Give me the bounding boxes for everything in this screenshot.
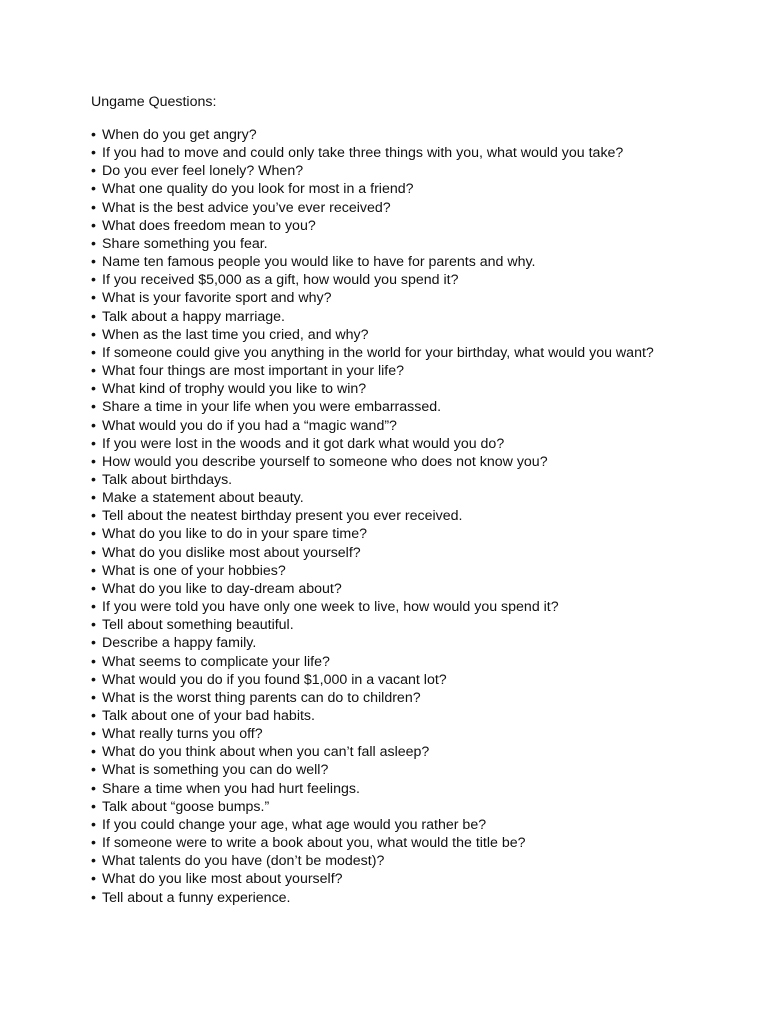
bullet-icon: •	[91, 508, 96, 525]
bullet-icon: •	[91, 453, 96, 470]
bullet-icon: •	[91, 381, 96, 398]
question-text: If you had to move and could only take three things with you, what would you take?	[102, 145, 624, 162]
question-text: Talk about a happy marriage.	[102, 308, 285, 325]
bullet-icon: •	[91, 326, 96, 343]
bullet-icon: •	[91, 490, 96, 507]
question-text: What four things are most important in your life?	[102, 363, 405, 380]
question-text: If someone were to write a book about you, what would the title be?	[102, 835, 526, 852]
question-item	[91, 889, 711, 907]
bullet-icon: •	[91, 254, 96, 271]
question-item	[91, 199, 711, 217]
question-item	[91, 743, 711, 761]
question-text: Tell about a funny experience.	[102, 889, 291, 906]
question-item	[91, 144, 711, 162]
bullet-icon: •	[91, 635, 96, 652]
question-item	[91, 162, 711, 180]
bullet-icon: •	[91, 835, 96, 852]
question-text: What seems to complicate your life?	[102, 653, 330, 670]
question-text: How would you describe yourself to someone who does not know you?	[102, 453, 548, 470]
question-item	[91, 562, 711, 580]
question-item	[91, 344, 711, 362]
question-text: What talents do you have (don’t be modest)?	[102, 853, 385, 870]
question-item	[91, 489, 711, 507]
question-text: What do you like most about yourself?	[102, 871, 343, 888]
bullet-icon: •	[91, 217, 96, 234]
bullet-icon: •	[91, 526, 96, 543]
question-item	[91, 126, 711, 144]
question-text: If you could change your age, what age would you rather be?	[102, 816, 487, 833]
document-title: Ungame Questions:	[91, 94, 217, 110]
question-text: What do you think about when you can’t fall asleep?	[102, 744, 430, 761]
question-item	[91, 180, 711, 198]
question-item	[91, 471, 711, 489]
question-item	[91, 725, 711, 743]
question-item	[91, 580, 711, 598]
bullet-icon: •	[91, 363, 96, 380]
question-item	[91, 435, 711, 453]
bullet-icon: •	[91, 889, 96, 906]
question-text: What one quality do you look for most in a friend?	[102, 181, 414, 198]
question-text: When do you get angry?	[102, 127, 257, 143]
bullet-icon: •	[91, 417, 96, 434]
question-text: What is something you can do well?	[102, 762, 329, 779]
question-text: Talk about “goose bumps.”	[102, 798, 270, 815]
bullet-icon: •	[91, 471, 96, 488]
bullet-icon: •	[91, 163, 96, 180]
question-text: Tell about something beautiful.	[102, 617, 294, 634]
question-item	[91, 816, 711, 834]
bullet-icon: •	[91, 435, 96, 452]
bullet-icon: •	[91, 344, 96, 361]
bullet-icon: •	[91, 562, 96, 579]
question-item	[91, 798, 711, 816]
question-item	[91, 707, 711, 725]
question-text: What is one of your hobbies?	[102, 562, 286, 579]
bullet-icon: •	[91, 544, 96, 561]
question-item	[91, 362, 711, 380]
question-item	[91, 870, 711, 888]
bullet-icon: •	[91, 762, 96, 779]
bullet-icon: •	[91, 290, 96, 307]
bullet-icon: •	[91, 235, 96, 252]
question-text: Name ten famous people you would like to have for parents and why.	[102, 254, 536, 271]
bullet-icon: •	[91, 181, 96, 198]
question-item	[91, 634, 711, 652]
bullet-icon: •	[91, 653, 96, 670]
question-item	[91, 453, 711, 471]
question-item	[91, 308, 711, 326]
bullet-icon: •	[91, 199, 96, 216]
question-item	[91, 671, 711, 689]
bullet-icon: •	[91, 871, 96, 888]
question-text: What would you do if you found $1,000 in a vacant lot?	[102, 671, 447, 688]
question-text: Share something you fear.	[102, 235, 268, 252]
question-text: Do you ever feel lonely? When?	[102, 163, 304, 180]
bullet-icon: •	[91, 744, 96, 761]
bullet-icon: •	[91, 853, 96, 870]
question-text: Talk about birthdays.	[102, 471, 233, 488]
bullet-icon: •	[91, 272, 96, 289]
question-text: If you were lost in the woods and it got dark what would you do?	[102, 435, 505, 452]
bullet-icon: •	[91, 617, 96, 634]
question-item	[91, 598, 711, 616]
question-text: What really turns you off?	[102, 726, 263, 743]
question-text: What kind of trophy would you like to win?	[102, 381, 367, 398]
bullet-icon: •	[91, 145, 96, 162]
question-item	[91, 544, 711, 562]
question-text: What do you like to do in your spare time?	[102, 526, 367, 543]
question-text: If you were told you have only one week to live, how would you spend it?	[102, 599, 559, 616]
question-item	[91, 417, 711, 435]
question-item	[91, 398, 711, 416]
document-page	[91, 93, 711, 907]
bullet-icon: •	[91, 726, 96, 743]
question-item	[91, 525, 711, 543]
question-text: Describe a happy family.	[102, 635, 257, 652]
question-item	[91, 834, 711, 852]
question-item	[91, 380, 711, 398]
bullet-icon: •	[91, 816, 96, 833]
question-item	[91, 235, 711, 253]
bullet-icon: •	[91, 708, 96, 724]
question-text: Talk about one of your bad habits.	[102, 708, 315, 724]
question-text: What do you like to day-dream about?	[102, 580, 342, 597]
question-item	[91, 271, 711, 289]
question-item	[91, 289, 711, 307]
question-item	[91, 217, 711, 235]
bullet-icon: •	[91, 399, 96, 416]
bullet-icon: •	[91, 780, 96, 797]
question-text: Make a statement about beauty.	[102, 490, 304, 507]
question-text: What is the best advice you’ve ever received?	[102, 199, 391, 216]
question-text: Share a time when you had hurt feelings.	[102, 780, 360, 797]
bullet-icon: •	[91, 127, 96, 143]
question-item	[91, 253, 711, 271]
bullet-icon: •	[91, 671, 96, 688]
question-text: What is the worst thing parents can do to children?	[102, 689, 421, 706]
question-text: What do you dislike most about yourself?	[102, 544, 361, 561]
question-item	[91, 653, 711, 671]
question-list	[91, 126, 711, 907]
question-item	[91, 761, 711, 779]
bullet-icon: •	[91, 798, 96, 815]
bullet-icon: •	[91, 580, 96, 597]
question-text: What would you do if you had a “magic wand”?	[102, 417, 397, 434]
question-item	[91, 689, 711, 707]
question-text: What is your favorite sport and why?	[102, 290, 332, 307]
bullet-icon: •	[91, 689, 96, 706]
question-item	[91, 852, 711, 870]
question-item	[91, 507, 711, 525]
question-text: Share a time in your life when you were embarrassed.	[102, 399, 442, 416]
question-text: Tell about the neatest birthday present you ever received.	[102, 508, 463, 525]
question-text: What does freedom mean to you?	[102, 217, 316, 234]
question-text: If someone could give you anything in the world for your birthday, what would you want?	[102, 344, 654, 361]
question-item	[91, 780, 711, 798]
question-text: If you received $5,000 as a gift, how would you spend it?	[102, 272, 459, 289]
question-item	[91, 326, 711, 344]
question-item	[91, 616, 711, 634]
question-text: When as the last time you cried, and why?	[102, 326, 369, 343]
bullet-icon: •	[91, 599, 96, 616]
bullet-icon: •	[91, 308, 96, 325]
